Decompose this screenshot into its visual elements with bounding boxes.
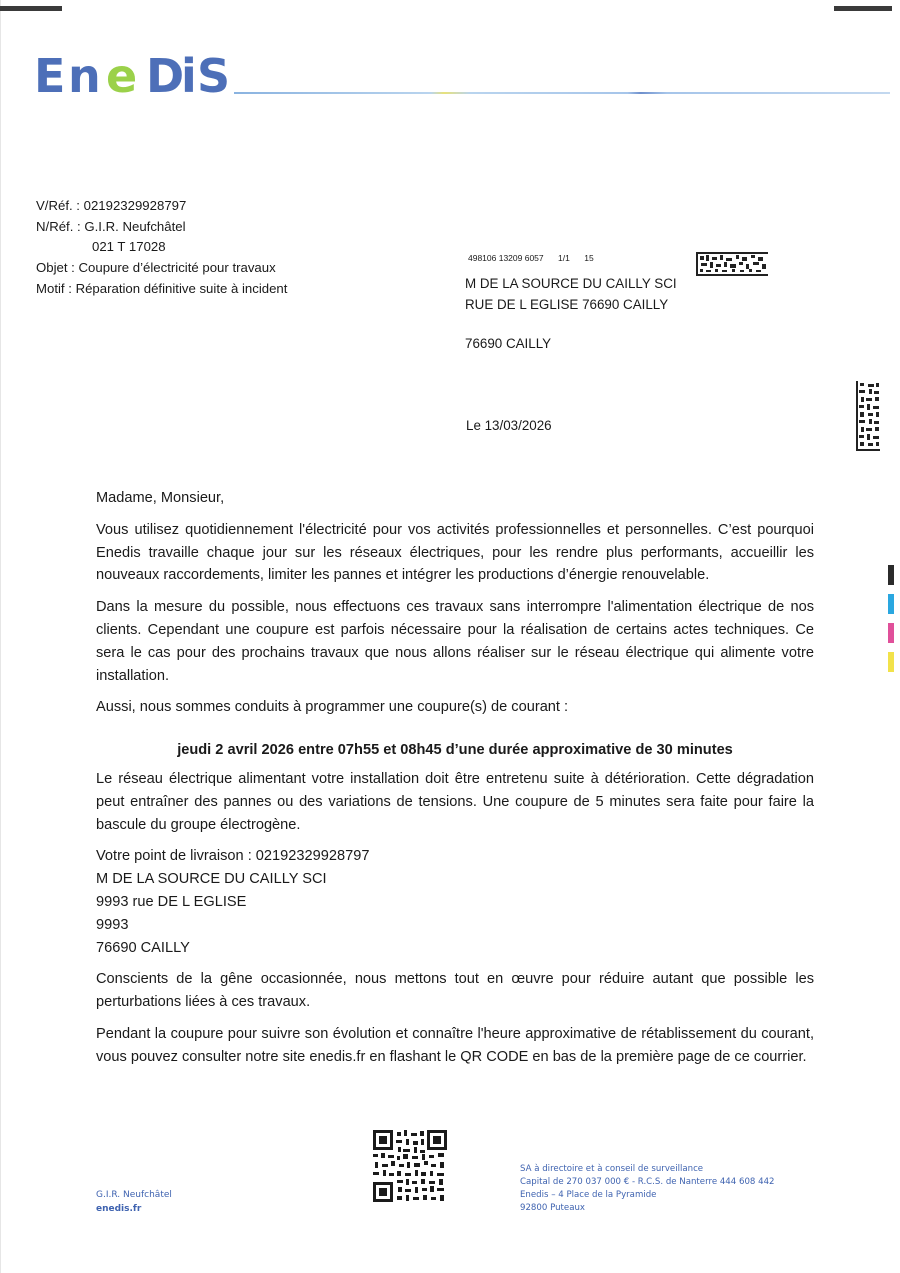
footer-legal xyxy=(520,1163,775,1215)
mail-code-1: 498106 13209 6057 xyxy=(468,253,544,263)
salutation: Madame, Monsieur, xyxy=(96,490,225,506)
legal-line-3: Enedis – 4 Place de la Pyramide xyxy=(520,1190,657,1200)
objet: Objet : Coupure d’électricité pour travaux xyxy=(36,260,276,276)
recipient-city: 76690 CAILLY xyxy=(465,336,552,351)
delivery-city: 76690 CAILLY xyxy=(96,939,190,956)
outage-schedule: jeudi 2 avril 2026 entre 07h55 et 08h45 d’une durée approximative de 30 minutes xyxy=(177,742,733,759)
color-mark-yellow xyxy=(888,652,894,672)
enedis-logo-graphic xyxy=(34,52,234,98)
paragraph-2: Dans la mesure du possible, nous effectuons ces travaux sans interrompre l'alimentation électrique de nos clients. Cependant une coupure est parfois nécessaire pour la réalisation de certains actes techniques. Ce sera le cas pour des prochains travaux que nous allons réaliser sur le réseau électrique qui alimente votre installation. xyxy=(96,599,814,684)
footer-unit: G.I.R. Neufchâtel xyxy=(96,1190,172,1200)
header-rule xyxy=(234,92,890,94)
scan-mark-left xyxy=(0,6,62,11)
datamatrix-barcode xyxy=(696,252,768,276)
paragraph-3: Aussi, nous sommes conduits à programmer une coupure(s) de courant : xyxy=(96,699,569,716)
legal-line-4: 92800 Puteaux xyxy=(520,1203,586,1213)
qr-code[interactable] xyxy=(373,1130,447,1202)
motif: Motif : Réparation définitive suite à incident xyxy=(36,280,288,296)
legal-line-2: Capital de 270 037 000 € - R.C.S. de Nanterre 444 608 442 xyxy=(520,1177,775,1187)
svg-text:n: n xyxy=(68,52,103,98)
letter-date: Le 13/03/2026 xyxy=(466,418,552,433)
svg-text:S: S xyxy=(197,52,233,98)
scan-mark-right xyxy=(834,6,892,11)
svg-text:E: E xyxy=(34,52,67,98)
delivery-point: Votre point de livraison : 02192329928797 xyxy=(96,848,370,865)
v-ref: V/Réf. : 02192329928797 xyxy=(36,198,187,213)
side-barcode xyxy=(856,381,880,451)
n-ref: N/Réf. : G.I.R. Neufchâtel xyxy=(36,218,186,234)
reference-block xyxy=(36,196,287,300)
footer-website[interactable]: enedis.fr xyxy=(96,1204,142,1214)
enedis-logo xyxy=(34,52,234,106)
color-mark-magenta xyxy=(888,623,894,643)
delivery-street: 9993 rue DE L EGLISE xyxy=(96,893,247,910)
legal-line-1: SA à directoire et à conseil de surveillance xyxy=(520,1164,704,1174)
delivery-point-block xyxy=(96,845,814,959)
color-mark-black xyxy=(888,565,894,585)
recipient-address xyxy=(465,274,677,315)
paragraph-6: Pendant la coupure pour suivre son évolution et connaître l'heure approximative de rétablissement du courant, vous pouvez consulter notre site enedis.fr en flashant le QR CODE en bas de la première page de ce courrier. xyxy=(96,1025,814,1065)
mail-code-2: 1/1 xyxy=(558,253,570,263)
svg-text:i: i xyxy=(181,52,199,98)
mail-sort-code xyxy=(468,253,606,263)
paragraph-4: Le réseau électrique alimentant votre installation doit être entretenu suite à détérioration. Cette dégradation peut entraîner des pannes ou des variations de tensions. Une coupure de 5 minutes sera faite pour faire la bascule du groupe électrogène. xyxy=(96,770,814,833)
mail-code-3: 15 xyxy=(584,253,594,263)
svg-text:D: D xyxy=(146,52,187,98)
color-mark-cyan xyxy=(888,594,894,614)
svg-text:e: e xyxy=(106,52,140,98)
delivery-name: M DE LA SOURCE DU CAILLY SCI xyxy=(96,871,327,888)
letter-body xyxy=(96,487,814,1078)
footer-sender xyxy=(96,1188,172,1216)
paragraph-1: Vous utilisez quotidiennement l'électricité pour vos activités professionnelles et personnelles. C’est pourquoi Enedis travaille chaque jour sur les réseaux électriques, pour les rendre plus performants, accueillir les nouveaux raccordements, limiter les pannes et intégrer les productions d’énergie renouvelable. xyxy=(96,521,814,584)
recipient-name: M DE LA SOURCE DU CAILLY SCI xyxy=(465,276,677,291)
n-ref-code: 021 T 17028 xyxy=(92,239,166,255)
delivery-number: 9993 xyxy=(96,916,129,933)
paragraph-5: Conscients de la gêne occasionnée, nous mettons tout en œuvre pour réduire autant que possible les perturbations liées à ces travaux. xyxy=(96,971,814,1011)
recipient-street: RUE DE L EGLISE 76690 CAILLY xyxy=(465,296,669,312)
page-edge xyxy=(0,0,1,1273)
